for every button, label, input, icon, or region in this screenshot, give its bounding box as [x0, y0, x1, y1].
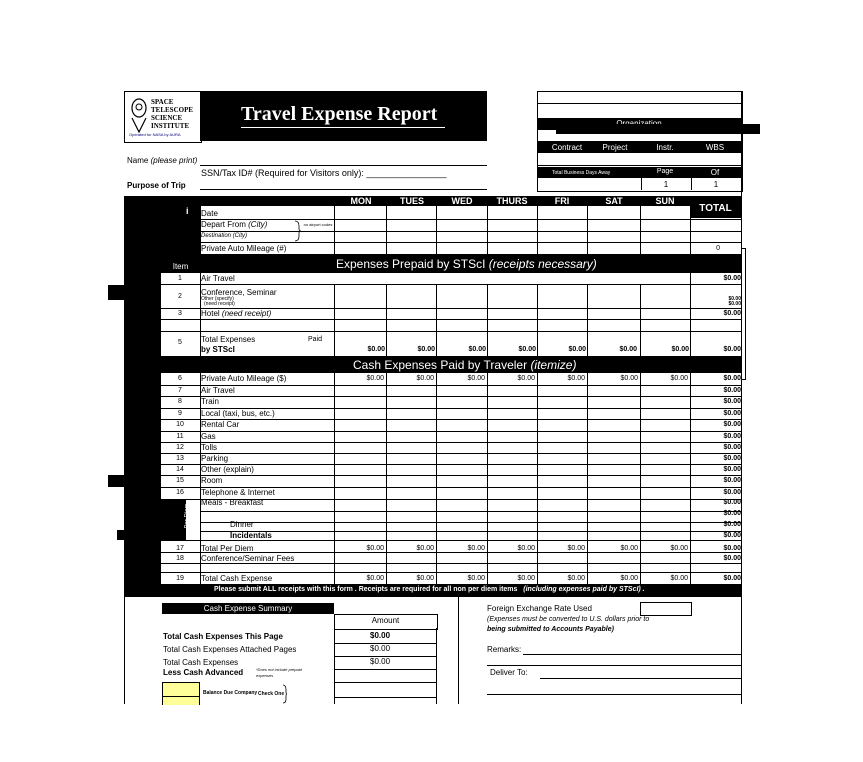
- per-diem-daily-value: $0.00: [670, 575, 688, 582]
- check-one: Check One: [258, 691, 285, 697]
- summary-total: Total Cash Expenses: [163, 658, 239, 667]
- per-diem-daily-value: $0.00: [620, 575, 638, 582]
- grid-line: [161, 442, 741, 443]
- cash-daily-value[interactable]: $0.00: [567, 375, 585, 382]
- day-wed: WED: [451, 196, 473, 206]
- item-num: 13: [176, 455, 184, 462]
- mileage-total[interactable]: 0: [716, 245, 720, 252]
- cash-row-total: $0.00: [723, 421, 741, 428]
- item-num: 17: [176, 545, 184, 552]
- grid-line: [161, 511, 741, 512]
- meals-incidentals: Incidentals: [230, 531, 272, 540]
- cash-row-total: $0.00: [723, 455, 741, 462]
- per-diem-daily-value: $0.00: [416, 545, 434, 552]
- prepaid-hotel-label: Hotel (need receipt): [201, 309, 272, 318]
- total-label: TOTAL: [699, 203, 732, 214]
- cash-row-total: $0.00: [723, 466, 741, 473]
- meals-breakfast-total: $0.00: [723, 499, 741, 506]
- grid-line: [161, 396, 741, 397]
- meals-dinner-total: $0.00: [723, 521, 741, 528]
- prepaid-total-thu: $0.00: [518, 346, 536, 353]
- logo-subtitle: Operated for NASA by AURA: [129, 132, 181, 137]
- item-num: 6: [178, 375, 182, 382]
- grid-line: [161, 431, 741, 432]
- per-diem-daily-value: $0.00: [467, 575, 485, 582]
- meals-breakfast: Meals - Breakfast: [201, 498, 264, 507]
- prepaid-conference-total: $0.00: [728, 296, 741, 302]
- cash-row-total: $0.00: [723, 410, 741, 417]
- prepaid-air-total: $0.00: [723, 275, 741, 282]
- summary-this-page: Total Cash Expenses This Page: [163, 632, 283, 641]
- less-advanced: Less Cash Advanced: [163, 668, 244, 677]
- day-thu: THURS: [496, 196, 528, 206]
- logo-emblem: [128, 96, 150, 134]
- day-sun: SUN: [655, 196, 675, 206]
- cash-banner-text: Cash Expenses Paid by Traveler (itemize): [353, 358, 577, 372]
- bracket-icon: [282, 684, 288, 704]
- summary-attached-value: $0.00: [370, 644, 391, 653]
- purpose-input[interactable]: [200, 189, 487, 190]
- prepaid-total-sat: $0.00: [619, 346, 637, 353]
- page-title: Travel Expense Report: [241, 103, 438, 125]
- prepaid-hotel-total: $0.00: [723, 310, 741, 317]
- summary-total-value: $0.00: [370, 657, 391, 666]
- of-label: Of: [710, 168, 720, 177]
- total-prepaid-label1: Total Expenses: [201, 335, 256, 344]
- deliver-input[interactable]: [540, 678, 741, 679]
- item-num: 12: [176, 444, 184, 451]
- per-diem-daily-value: $0.00: [567, 545, 585, 552]
- total-prepaid-label2: by STScI: [201, 345, 235, 354]
- col-instr: Instr.: [656, 143, 674, 152]
- logo-line: SCIENCE: [151, 114, 183, 122]
- item-num: 2: [178, 293, 182, 300]
- per-diem-daily-value: $0.00: [620, 545, 638, 552]
- name-input[interactable]: [200, 165, 487, 166]
- fx-note1: (Expenses must be converted to U.S. dollars prior to: [487, 616, 650, 623]
- name-label: Name (please print): [127, 156, 198, 165]
- cash-row-total: $0.00: [723, 398, 741, 405]
- item-num: 9: [178, 410, 182, 417]
- grid-line: [161, 419, 741, 420]
- prepaid-other-label: Other (specify): [201, 296, 234, 302]
- date-label: Date: [201, 209, 218, 218]
- item-num: 7: [178, 387, 182, 394]
- left-strip: [124, 196, 161, 584]
- prepaid-need-receipt: (need receipt): [204, 301, 235, 307]
- cash-row-total: $0.00: [723, 444, 741, 451]
- cash-daily-value[interactable]: $0.00: [366, 375, 384, 382]
- item-num: 10: [176, 421, 184, 428]
- cash-row-label: Train: [201, 397, 219, 406]
- cash-daily-value[interactable]: $0.00: [517, 375, 535, 382]
- item-num: 14: [176, 466, 184, 473]
- prepaid-total-wed: $0.00: [468, 346, 486, 353]
- days-away-label: Total Business Days Away: [552, 170, 611, 176]
- summary-this-page-value: $0.00: [370, 631, 391, 640]
- per-diem-daily-value: $0.00: [366, 575, 384, 582]
- item-num: 18: [176, 555, 184, 562]
- summary-note: *Does not include prepaid expenses: [256, 667, 302, 678]
- cash-daily-value[interactable]: $0.00: [620, 375, 638, 382]
- item-num: 1: [178, 275, 182, 282]
- per-diem-daily-value: $0.00: [517, 575, 535, 582]
- per-diem-daily-value: $0.00: [517, 545, 535, 552]
- per-diem-daily-value: $0.00: [467, 545, 485, 552]
- col-wbs: WBS: [705, 143, 725, 152]
- grid-line: [161, 453, 741, 454]
- cash-row-label: Local (taxi, bus, etc.): [201, 409, 275, 418]
- meals-incidentals-total: $0.00: [723, 532, 741, 539]
- day-fri: FRI: [554, 196, 570, 206]
- cash-daily-value[interactable]: $0.00: [416, 375, 434, 382]
- prepaid-other-total: $0.00: [728, 301, 741, 307]
- prepaid-total-mon: $0.00: [367, 346, 385, 353]
- cash-row-total: $0.00: [723, 433, 741, 440]
- cash-row-label: Rental Car: [201, 420, 240, 429]
- per-diem-daily-value: $0.00: [567, 575, 585, 582]
- day-sat: SAT: [605, 196, 623, 206]
- item-num: 15: [176, 477, 184, 484]
- per-diem-row-label: Total Cash Expense: [201, 574, 273, 583]
- of-value[interactable]: 1: [713, 180, 719, 189]
- depart-label: Depart From (City): [201, 220, 268, 229]
- meals-dinner: Dinner: [230, 520, 254, 529]
- grid-line: [161, 475, 741, 476]
- item-num: 16: [176, 489, 184, 496]
- per-diem-row-label: Conference/Seminar Fees: [201, 554, 295, 563]
- prepaid-banner-text: Expenses Prepaid by STScI (receipts necessary): [336, 257, 597, 271]
- fx-note2: being submitted to Accounts Payable): [487, 626, 614, 633]
- cash-row-label: Private Auto Mileage ($): [201, 374, 287, 383]
- cash-row-label: Room: [201, 476, 223, 485]
- cash-row-label: Parking: [201, 454, 229, 463]
- per-diem-daily-value: $0.00: [366, 545, 384, 552]
- item-num: 11: [176, 433, 184, 440]
- per-diem-daily-value: $0.00: [416, 575, 434, 582]
- bracket-icon: [294, 220, 302, 242]
- meals-lunch-total: $0.00: [723, 510, 741, 517]
- per-diem-row-total: $0.00: [723, 545, 741, 552]
- cash-daily-value[interactable]: $0.00: [467, 375, 485, 382]
- fx-input[interactable]: [640, 602, 692, 616]
- amount-label: Amount: [371, 616, 400, 625]
- col-contract: Contract: [551, 143, 583, 152]
- logo-line: TELESCOPE: [151, 106, 194, 114]
- page-value[interactable]: 1: [663, 180, 669, 189]
- cash-row-total: $0.00: [723, 375, 741, 382]
- logo-box: [124, 91, 202, 143]
- deliver-label: Deliver To:: [490, 668, 528, 677]
- item-num: 3: [178, 310, 182, 317]
- destination-label: Destination (City): [201, 233, 248, 239]
- total-prepaid-paid: Paid: [308, 336, 323, 343]
- remarks-label: Remarks:: [487, 645, 522, 654]
- per-diem-row-total: $0.00: [723, 575, 741, 582]
- day-mon: MON: [350, 196, 372, 206]
- per-diem-row-label: Total Per Diem: [201, 544, 254, 553]
- prepaid-total-all: $0.00: [723, 346, 741, 353]
- summary-attached: Total Cash Expenses Attached Pages: [163, 645, 297, 654]
- grid-line: [161, 572, 741, 573]
- ssn-label[interactable]: SSN/Tax ID# (Required for Visitors only): ________________: [201, 168, 447, 178]
- cash-daily-value[interactable]: $0.00: [670, 375, 688, 382]
- page-label: Page: [656, 168, 674, 175]
- cash-row-label: Telephone & Internet: [201, 488, 275, 497]
- mileage-label: Private Auto Mileage (#): [201, 244, 287, 253]
- prepaid-total-fri: $0.00: [568, 346, 586, 353]
- item-num: 19: [176, 575, 184, 582]
- balance-label: Balance Due Company: [203, 690, 258, 696]
- logo-line: SPACE: [151, 98, 174, 106]
- prepaid-air-label: Air Travel: [201, 274, 235, 283]
- per-diem-row-total: $0.00: [723, 555, 741, 562]
- summary-title: Cash Expense Summary: [203, 604, 293, 613]
- notice-text: Please submit ALL receipts with this form . Receipts are required for all non per diem items (including expenses paid by STScI) .: [214, 586, 645, 593]
- per-diem-daily-value: $0.00: [670, 545, 688, 552]
- remarks-input[interactable]: [523, 654, 741, 655]
- col-project: Project: [602, 143, 628, 152]
- cash-row-label: Air Travel: [201, 386, 235, 395]
- cash-row-total: $0.00: [723, 489, 741, 496]
- cash-row-label: Gas: [201, 432, 216, 441]
- cash-row-total: $0.00: [723, 387, 741, 394]
- cash-row-label: Other (explain): [201, 465, 254, 474]
- prepaid-total-tue: $0.00: [417, 346, 435, 353]
- prepaid-total-sun: $0.00: [671, 346, 689, 353]
- purpose-label: Purpose of Trip: [127, 181, 186, 190]
- item-num: 8: [178, 398, 182, 405]
- logo-line: INSTITUTE: [151, 122, 190, 130]
- fx-label: Foreign Exchange Rate Used: [487, 604, 592, 613]
- airport-note: no airport codes: [303, 222, 333, 227]
- grid-line: [161, 385, 741, 386]
- cash-row-total: $0.00: [723, 477, 741, 484]
- prepaid-conference-label: Conference, Seminar: [201, 288, 277, 297]
- day-tue: TUES: [399, 196, 424, 206]
- item-header: Item: [172, 262, 189, 271]
- cash-row-label: Tolls: [201, 443, 218, 452]
- item-num: 5: [178, 339, 182, 346]
